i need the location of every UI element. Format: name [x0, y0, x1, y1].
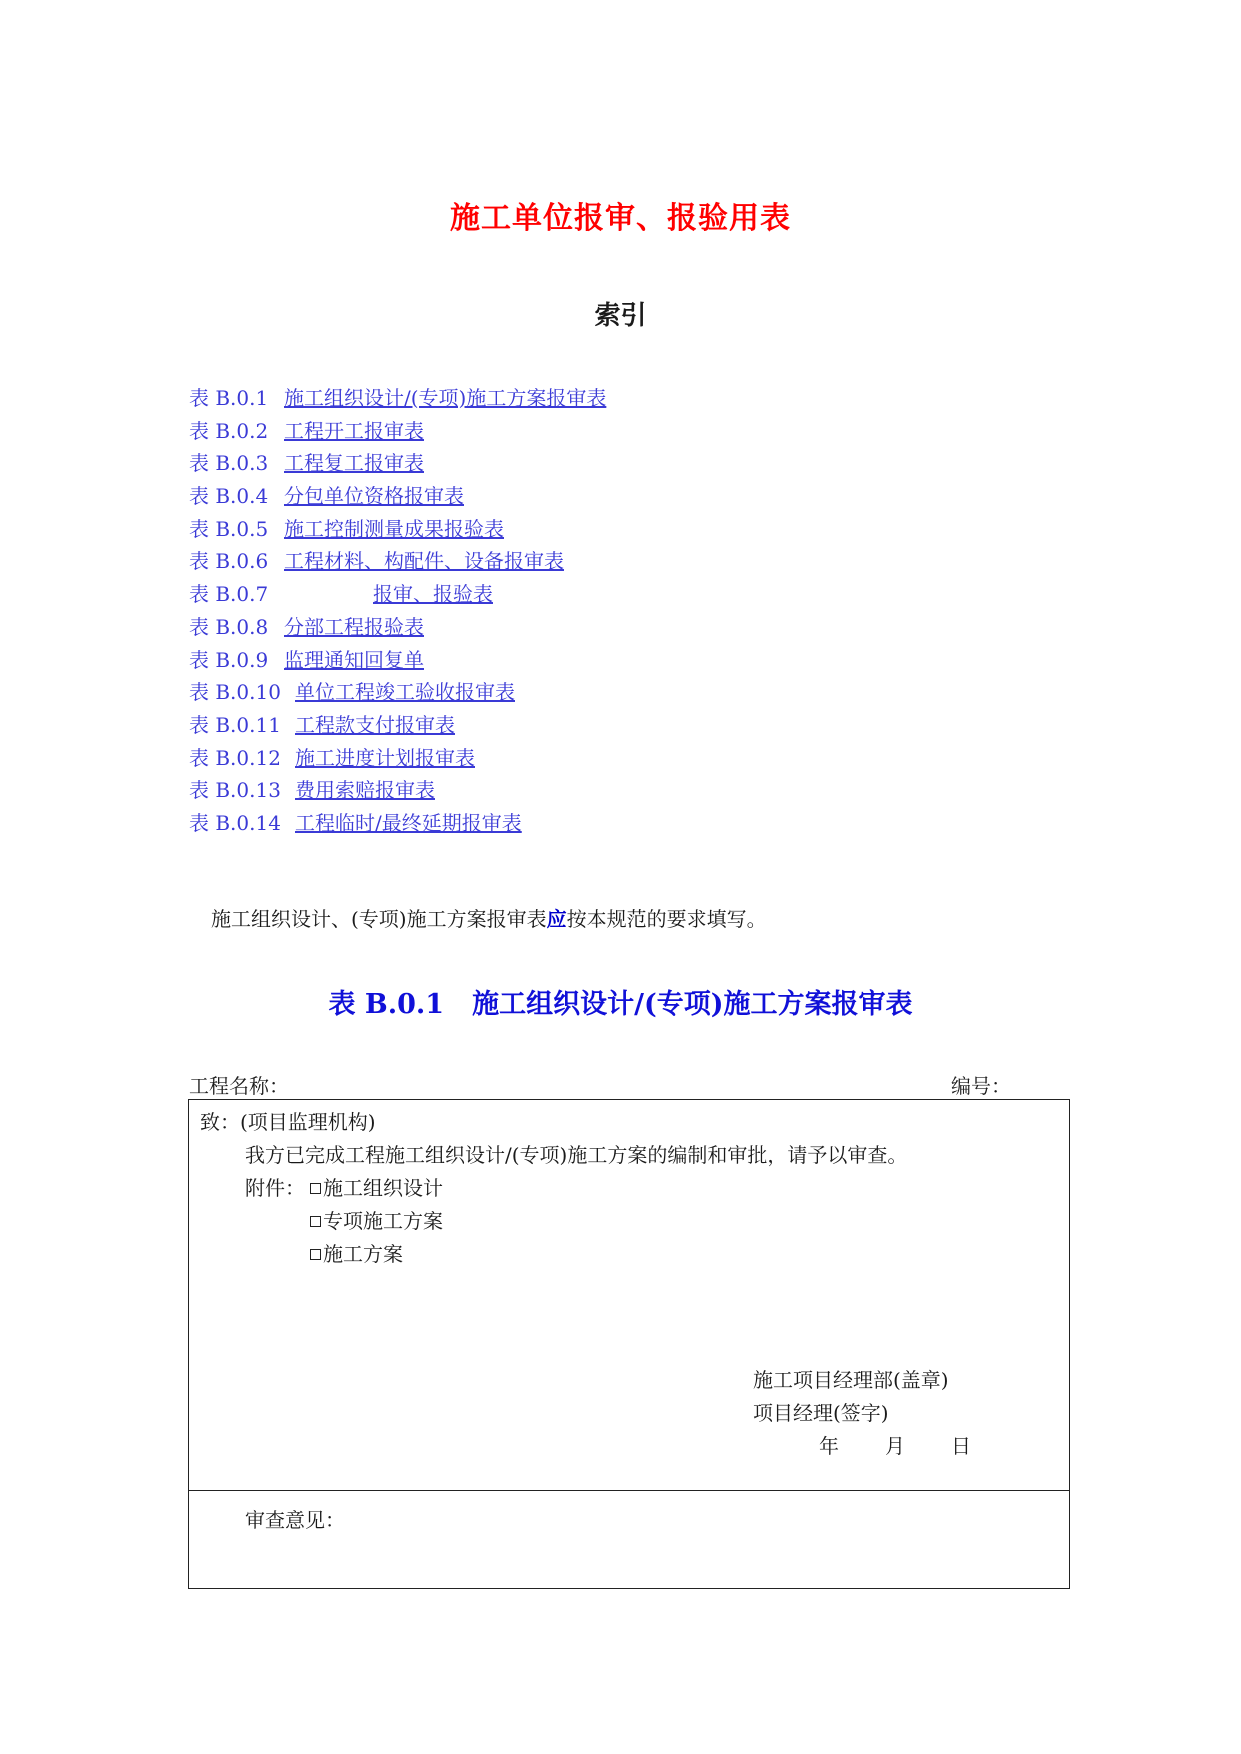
- index-item: [189, 774, 606, 807]
- index-code: 表 B.0.5: [189, 516, 269, 541]
- index-link-b09[interactable]: [189, 648, 424, 672]
- index-code: 表 B.0.7: [189, 582, 269, 607]
- index-code: 表 B.0.2: [189, 418, 269, 443]
- date-day: 日: [951, 1434, 971, 1458]
- index-item: [189, 709, 606, 742]
- index-link-b02[interactable]: [189, 419, 424, 443]
- index-title: 工程临时/最终延期报审表: [295, 810, 522, 835]
- index-title: 工程材料、构配件、设备报审表: [284, 549, 564, 574]
- checkbox[interactable]: [310, 1183, 321, 1194]
- form-number-label: 编号：: [951, 1074, 1011, 1098]
- index-item: [189, 676, 606, 709]
- form-to-line: 致：(项目监理机构): [200, 1110, 376, 1134]
- checkbox[interactable]: [310, 1216, 321, 1227]
- index-item: [189, 513, 606, 546]
- index-title: 报审、报验表: [373, 582, 493, 607]
- index-title: 施工控制测量成果报验表: [284, 516, 504, 541]
- index-link-b10[interactable]: [189, 680, 515, 704]
- index-item: [189, 644, 606, 677]
- attachment-item: [310, 1172, 443, 1201]
- form-title: [0, 982, 1241, 1021]
- date-month: 月: [885, 1434, 905, 1458]
- index-title: 施工进度计划报审表: [295, 745, 475, 770]
- attachment-label: 施工组织设计: [323, 1176, 443, 1200]
- form-title-name: 施工组织设计/(专项)施工方案报审表: [472, 989, 913, 1020]
- index-link-b06[interactable]: [189, 549, 564, 573]
- index-code: 表 B.0.14: [189, 810, 281, 835]
- index-title: 工程款支付报审表: [295, 712, 455, 737]
- index-title: 监理通知回复单: [284, 647, 424, 672]
- index-link-b07[interactable]: [189, 582, 493, 606]
- attachment-label: 施工方案: [323, 1242, 403, 1266]
- index-code: 表 B.0.3: [189, 451, 269, 476]
- form-title-code: 表 B.0.1: [328, 989, 445, 1020]
- attachment-item: [310, 1238, 403, 1267]
- index-title: 分部工程报验表: [284, 614, 424, 639]
- index-item: [189, 742, 606, 775]
- attachment-label: 专项施工方案: [323, 1209, 443, 1233]
- index-link-b14[interactable]: [189, 811, 522, 835]
- attachments-label: 附件：: [245, 1176, 305, 1200]
- index-code: 表 B.0.1: [189, 386, 269, 410]
- form-body-line: 我方已完成工程施工组织设计/(专项)施工方案的编制和审批，请予以审查。: [245, 1143, 908, 1167]
- index-link-b01[interactable]: [189, 386, 606, 410]
- index-heading: 索引: [594, 301, 647, 331]
- index-code: 表 B.0.12: [189, 745, 281, 770]
- index-item: [189, 611, 606, 644]
- index-title: 费用索赔报审表: [295, 778, 435, 803]
- attachment-item: [310, 1205, 443, 1234]
- index-link-b05[interactable]: [189, 517, 504, 541]
- note-emphasis: 应: [546, 907, 567, 931]
- index-item: [189, 382, 606, 415]
- index-code: 表 B.0.11: [189, 712, 281, 737]
- index-title: 分包单位资格报审表: [284, 484, 464, 509]
- form-divider: [189, 1490, 1069, 1491]
- note-text-before: 施工组织设计、(专项)施工方案报审表: [211, 907, 547, 931]
- index-item: [189, 578, 606, 611]
- signature-dept: 施工项目经理部(盖章): [753, 1368, 949, 1392]
- index-link-b03[interactable]: [189, 451, 424, 475]
- review-opinion-label: 审查意见：: [245, 1508, 345, 1532]
- approval-form: [188, 1099, 1070, 1589]
- fill-instruction-note: [211, 903, 767, 932]
- index-title: 施工组织设计/(专项)施工方案报审表: [284, 386, 607, 410]
- index-code: 表 B.0.13: [189, 778, 281, 803]
- index-title: 工程复工报审表: [284, 451, 424, 476]
- index-link-b08[interactable]: [189, 615, 424, 639]
- page-title: 施工单位报审、报验用表: [450, 201, 791, 236]
- index-code: 表 B.0.8: [189, 614, 269, 639]
- index-item: [189, 480, 606, 513]
- index-link-b12[interactable]: [189, 746, 475, 770]
- index-link-b13[interactable]: [189, 778, 435, 802]
- index-code: 表 B.0.6: [189, 549, 269, 574]
- index-list: [189, 382, 606, 840]
- index-item: [189, 807, 606, 840]
- index-title: 单位工程竣工验收报审表: [295, 680, 515, 705]
- index-link-b04[interactable]: [189, 484, 464, 508]
- index-item: [189, 415, 606, 448]
- index-code: 表 B.0.10: [189, 680, 281, 705]
- index-code: 表 B.0.4: [189, 484, 269, 509]
- signature-manager: 项目经理(签字): [753, 1401, 889, 1425]
- index-link-b11[interactable]: [189, 713, 455, 737]
- index-item: [189, 447, 606, 480]
- note-text-after: 按本规范的要求填写。: [566, 907, 767, 931]
- index-title: 工程开工报审表: [284, 418, 424, 443]
- index-item: [189, 545, 606, 578]
- date-year: 年: [819, 1434, 839, 1458]
- index-code: 表 B.0.9: [189, 647, 269, 672]
- checkbox[interactable]: [310, 1249, 321, 1260]
- project-name-label: 工程名称：: [189, 1074, 289, 1098]
